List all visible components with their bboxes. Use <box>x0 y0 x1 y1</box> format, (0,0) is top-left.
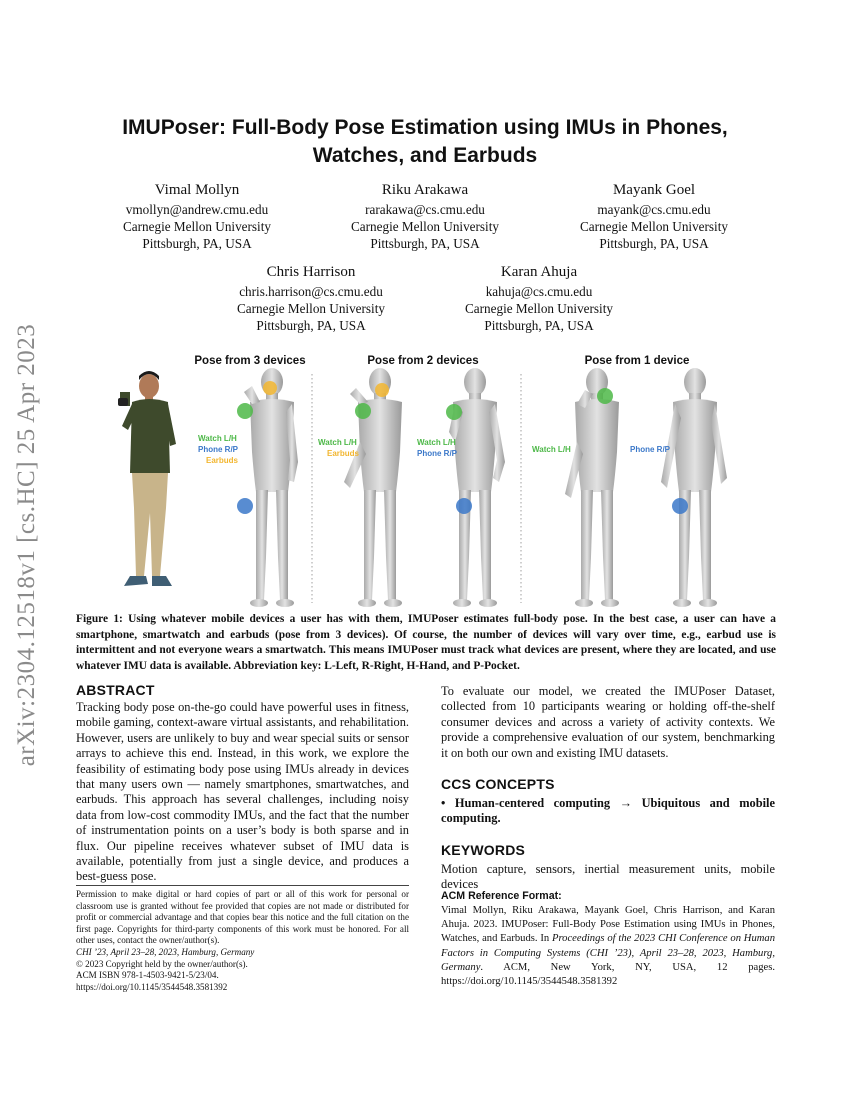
footnote-copyright: © 2023 Copyright held by the owner/author(s). <box>76 958 248 969</box>
author-email[interactable]: mayank@cs.cmu.edu <box>597 202 711 217</box>
author-name: Vimal Mollyn <box>154 182 240 198</box>
watch-marker <box>446 404 462 420</box>
paper-title <box>80 114 770 170</box>
author-location: Pittsburgh, PA, USA <box>484 318 594 333</box>
author-block <box>419 263 659 334</box>
phone-label: Phone R/P <box>198 445 239 454</box>
author-block <box>191 263 431 334</box>
author-affiliation: Carnegie Mellon University <box>237 301 385 316</box>
figure-group-title: Pose from 2 devices <box>367 355 479 367</box>
abstract-text: Tracking body pose on-the-go could have powerful uses in fitness, mobile gaming, context-aware virtual assistants, and rehabilitation. However, users are unlikely to buy and wear special suits or sensor arrays to achieve this end. Instead, in this work, we explore the feasibility of estimating body pose using IMUs already in devices that many users own — namely smartphones, smartwatches, and earbuds. This approach has several challenges, including noisy data from low-cost commodity IMUs, and the fact that the number of instrumentation points on a user’s body is both sparse and in flux. Our pipeline receives whatever subset of IMU data is available, potentially from just a single device, and produces a best-guess pose. <box>76 700 409 884</box>
footnote-venue: CHI ’23, April 23–28, 2023, Hamburg, Germany <box>76 946 255 957</box>
acm-reference <box>441 904 775 989</box>
phone-label: Phone R/P <box>630 445 671 454</box>
author-affiliation: Carnegie Mellon University <box>580 219 728 234</box>
watch-marker <box>355 403 371 419</box>
keywords-list: Motion capture, sensors, inertial measurement units, mobile devices <box>441 862 775 892</box>
phone-label: Phone R/P <box>417 449 458 458</box>
author-affiliation: Carnegie Mellon University <box>351 219 499 234</box>
acm-reference-heading: ACM Reference Format: <box>441 890 562 902</box>
watch-label: Watch L/H <box>198 434 237 443</box>
watch-label: Watch L/H <box>318 438 357 447</box>
acm-reference-proceedings: Proceedings of the 2023 CHI Conference on Human Factors in Computing Systems (CHI ’23), April 23–28, 2023, Hamburg, Germany <box>441 933 775 973</box>
author-name: Riku Arakawa <box>381 182 469 198</box>
footnote-doi-link[interactable]: https://doi.org/10.1145/3544548.3581392 <box>76 981 228 992</box>
earbuds-label: Earbuds <box>206 456 239 465</box>
figure-group-title: Pose from 3 devices <box>194 355 306 367</box>
watch-marker <box>237 403 253 419</box>
figure-caption: Figure 1: Using whatever mobile devices a user has with them, IMUPoser estimates full-body pose. In the best case, a user can have a smartphone, smartwatch and earbuds (pose from 3 devices). Of course, the number of devices will vary over time, e.g., earbud use is intermittent and not everyone wears a smartwatch. This means IMUPoser must track what devices are present, where they are located, and use whatever IMU data is available. Abbreviation key: L-Left, R-Right, H-Hand, and P-Pocket. <box>76 613 776 672</box>
author-location: Pittsburgh, PA, USA <box>599 236 709 251</box>
watch-marker <box>597 388 613 404</box>
avatar-body <box>565 368 619 607</box>
avatar-body <box>449 368 505 607</box>
footnote-permission: Permission to make digital or hard copies of part or all of this work for personal or classroom use is granted without fee provided that copies are not made or distributed for profit or commercial advantage and that copies bear this notice and the full citation on the first page. Copyrights for third-party components of this work must be honored. For all other uses, contact the owner/author(s). <box>76 889 409 946</box>
author-block <box>77 181 317 252</box>
author-email[interactable]: vmollyn@andrew.cmu.edu <box>125 202 269 217</box>
acm-reference-citation: Vimal Mollyn, Riku Arakawa, Mayank Goel, Chris Harrison, and Karan Ahuja. 2023. IMUPoser: Full-Body Pose Estimation using IMUs in Phones, Watches, and Earbuds. In <box>441 905 775 945</box>
figure-group-title: Pose from 1 device <box>584 355 690 367</box>
footnote-rule <box>76 885 409 886</box>
author-email[interactable]: kahuja@cs.cmu.edu <box>485 284 593 299</box>
evaluation-paragraph: To evaluate our model, we created the IMUPoser Dataset, collected from 10 participants wearing or holding off-the-shelf consumer devices and across a variety of activity contexts. We provide a comprehensive evaluation of our system, benchmarking it on both our own and existing IMU datasets. <box>441 684 775 760</box>
earbuds-marker <box>263 381 277 395</box>
ccs-concepts: • Human-centered computing → Ubiquitous and mobile computing. <box>441 796 775 826</box>
avatar-body <box>661 368 727 607</box>
author-affiliation: Carnegie Mellon University <box>465 301 613 316</box>
person-photo <box>118 371 176 586</box>
earbuds-label: Earbuds <box>327 449 360 458</box>
arxiv-identifier <box>2 295 52 795</box>
arxiv-identifier-text: arXiv:2304.12518v1 [cs.HC] 25 Apr 2023 <box>13 323 40 767</box>
author-name: Mayank Goel <box>612 182 696 198</box>
author-block <box>534 181 774 252</box>
author-email[interactable]: chris.harrison@cs.cmu.edu <box>239 284 383 299</box>
earbuds-marker <box>375 383 389 397</box>
author-email[interactable]: rarakawa@cs.cmu.edu <box>365 202 485 217</box>
paper-title-line-2: Watches, and Earbuds <box>312 144 538 167</box>
acm-reference-publisher: . ACM, New York, NY, USA, 12 pages. https://doi.org/10.1145/3544548.3581392 <box>441 961 775 988</box>
footnote-isbn: ACM ISBN 978-1-4503-9421-5/23/04. <box>76 970 219 981</box>
author-affiliation: Carnegie Mellon University <box>123 219 271 234</box>
author-location: Pittsburgh, PA, USA <box>142 236 252 251</box>
avatar-body <box>344 368 402 607</box>
phone-marker <box>672 498 688 514</box>
author-name: Karan Ahuja <box>500 264 578 280</box>
ccs-heading: CCS CONCEPTS <box>441 776 555 792</box>
phone-marker <box>237 498 253 514</box>
footnote <box>76 885 409 993</box>
abstract-heading: ABSTRACT <box>76 682 155 698</box>
paper-title-line-1: IMUPoser: Full-Body Pose Estimation using IMUs in Phones, <box>122 116 728 139</box>
watch-label: Watch L/H <box>532 445 571 454</box>
avatar-body <box>244 368 298 607</box>
author-location: Pittsburgh, PA, USA <box>370 236 480 251</box>
author-name: Chris Harrison <box>266 264 356 280</box>
keywords-heading: KEYWORDS <box>441 842 526 858</box>
teaser-figure <box>110 348 740 610</box>
author-block <box>305 181 545 252</box>
author-location: Pittsburgh, PA, USA <box>256 318 366 333</box>
watch-label: Watch L/H <box>417 438 456 447</box>
phone-marker <box>456 498 472 514</box>
